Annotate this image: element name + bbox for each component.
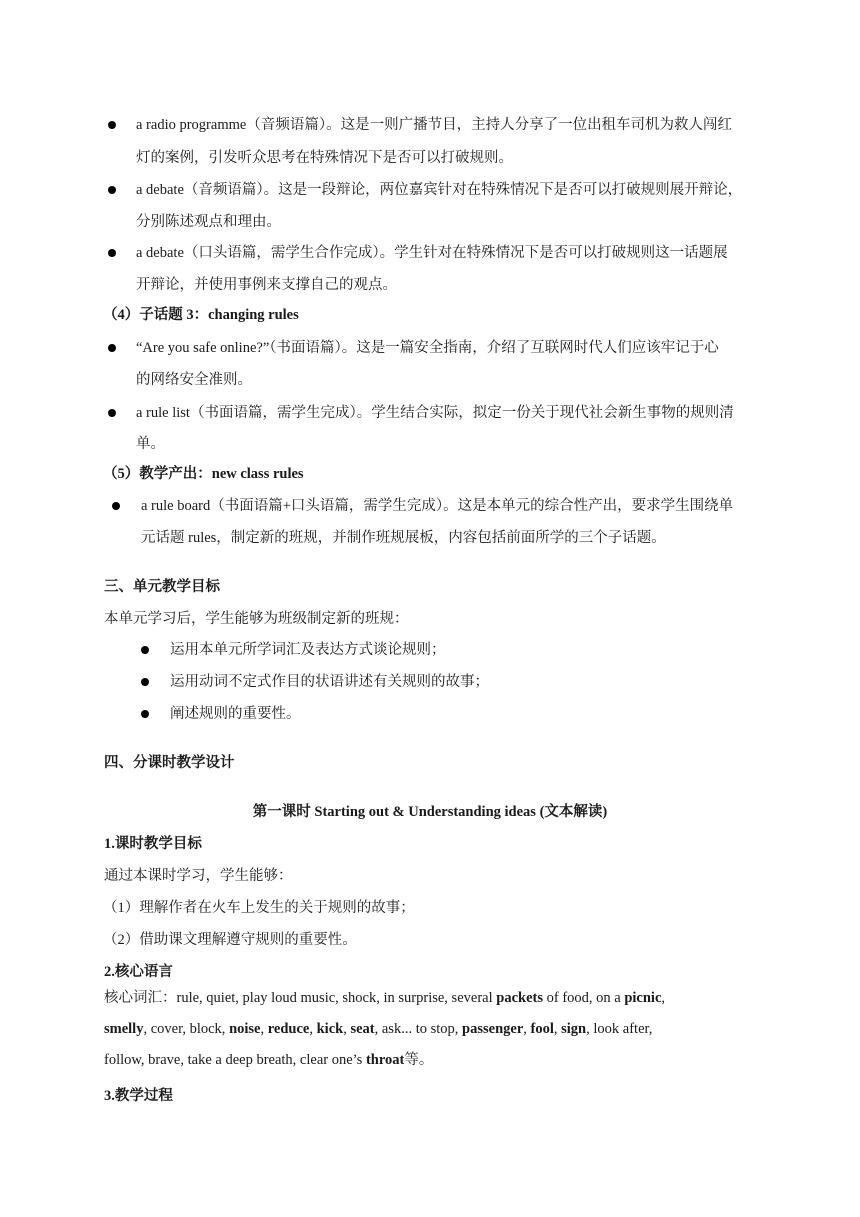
bullet-item-debate-oral-cont (136, 275, 397, 295)
paragraph: 本单元学习后，学生能够为班级制定新的班规： (104, 611, 409, 627)
bullet-item-rule-board-cont (141, 528, 666, 548)
line: 开辩论，并使用事例来支撑自己的观点。 (136, 277, 397, 293)
bullet-item-safe-online-cont (136, 370, 252, 390)
vocab-text: , (260, 1021, 268, 1037)
line: a rule list（书面语篇，需学生完成）。学生结合实际，拟定一份关于现代社会新生事物的规则清 (136, 405, 734, 421)
vocab-text: , (309, 1021, 317, 1037)
line: 灯的案例，引发听众思考在特殊情况下是否可以打破规则。 (136, 150, 513, 166)
subsection-heading: 1.课时教学目标 (104, 836, 202, 852)
bullet-dot (108, 186, 116, 194)
bullet-item-debate-oral (136, 243, 728, 263)
line: 的网络安全准则。 (136, 372, 252, 388)
bullet-item-safe-online (136, 338, 719, 358)
line: a rule board（书面语篇+口头语篇，需学生完成）。这是本单元的综合性产出，要求学生围绕单 (141, 498, 734, 514)
vocab-text: 核心词汇：rule, quiet, play loud music, shock, in surprise, several (104, 990, 497, 1006)
bullet-item-rule-list (136, 403, 734, 423)
subtopic-heading: （4）子话题 3：changing rules (103, 307, 299, 323)
vocab-bold: fool (530, 1021, 554, 1037)
vocab-text: , (343, 1021, 351, 1037)
vocab-line (104, 1050, 433, 1070)
line: a debate（口头语篇，需学生合作完成）。学生针对在特殊情况下是否可以打破规则这一话题展 (136, 245, 728, 261)
vocab-line (104, 988, 665, 1008)
vocab-bold: seat (350, 1021, 375, 1037)
vocab-line (104, 1019, 652, 1039)
bullet-dot (108, 409, 116, 417)
vocab-bold: passenger (462, 1021, 524, 1037)
vocab-bold: sign (561, 1021, 587, 1037)
vocab-bold: kick (316, 1021, 344, 1037)
vocab-bold: picnic (624, 990, 662, 1006)
goal-item: 运用动词不定式作目的状语讲述有关规则的故事； (170, 674, 489, 690)
vocab-text: 等。 (404, 1052, 434, 1068)
vocab-text: of food, on a (542, 990, 625, 1006)
line: 元话题 rules，制定新的班规，并制作班规展板，内容包括前面所学的三个子话题。 (141, 530, 666, 546)
bullet-dot (108, 344, 116, 352)
objective-item: （2）借助课文理解遵守规则的重要性。 (103, 932, 357, 948)
bullet-item-debate-audio (136, 180, 742, 200)
subtopic-heading: （5）教学产出：new class rules (103, 466, 304, 482)
bullet-dot (108, 121, 116, 129)
vocab-text: , (523, 1021, 531, 1037)
vocab-bold: throat (365, 1052, 405, 1068)
bullet-item-rule-list-cont (136, 434, 165, 454)
lesson-title: 第一课时 Starting out & Understanding ideas (文本解读) (252, 804, 608, 820)
line: 单。 (136, 436, 165, 452)
bullet-item-radio-programme (136, 115, 732, 135)
bullet-dot (108, 249, 116, 257)
bullet-item-debate-audio-cont (136, 212, 281, 232)
vocab-bold: noise (229, 1021, 261, 1037)
vocab-bold: packets (496, 990, 543, 1006)
bullet-dot (141, 678, 149, 686)
vocab-text: , (553, 1021, 562, 1037)
vocab-text: , (661, 990, 666, 1006)
goal-item: 运用本单元所学词汇及表达方式谈论规则； (170, 642, 446, 658)
paragraph: 通过本课时学习，学生能够： (104, 868, 293, 884)
vocab-text: , ask... to stop, (374, 1021, 463, 1037)
line: a debate（音频语篇）。这是一段辩论，两位嘉宾针对在特殊情况下是否可以打破规则展开辩论， (136, 182, 743, 198)
vocab-bold: smelly (104, 1021, 144, 1037)
vocab-bold: reduce (267, 1021, 310, 1037)
vocab-text: , look after, (586, 1021, 653, 1037)
vocab-text: follow, brave, take a deep breath, clear one’s (104, 1052, 366, 1068)
bullet-item-rule-board (141, 496, 733, 516)
line: a radio programme（音频语篇）。这是一则广播节目，主持人分享了一位出租车司机为救人闯红 (136, 117, 733, 133)
bullet-dot (141, 646, 149, 654)
objective-item: （1）理解作者在火车上发生的关于规则的故事； (103, 900, 415, 916)
goal-item: 阐述规则的重要性。 (170, 706, 301, 722)
bullet-item-radio-programme-cont (136, 148, 513, 168)
line: “Are you safe online?”（书面语篇）。这是一篇安全指南，介绍了互联网时代人们应该牢记于心 (136, 340, 719, 356)
line: 分别陈述观点和理由。 (136, 214, 281, 230)
subsection-heading: 2.核心语言 (104, 964, 173, 980)
subsection-heading: 3.教学过程 (104, 1088, 173, 1104)
section-heading: 三、单元教学目标 (104, 579, 220, 595)
bullet-dot (141, 710, 149, 718)
section-heading: 四、分课时教学设计 (104, 755, 235, 771)
vocab-text: , cover, block, (143, 1021, 230, 1037)
bullet-dot (112, 502, 120, 510)
